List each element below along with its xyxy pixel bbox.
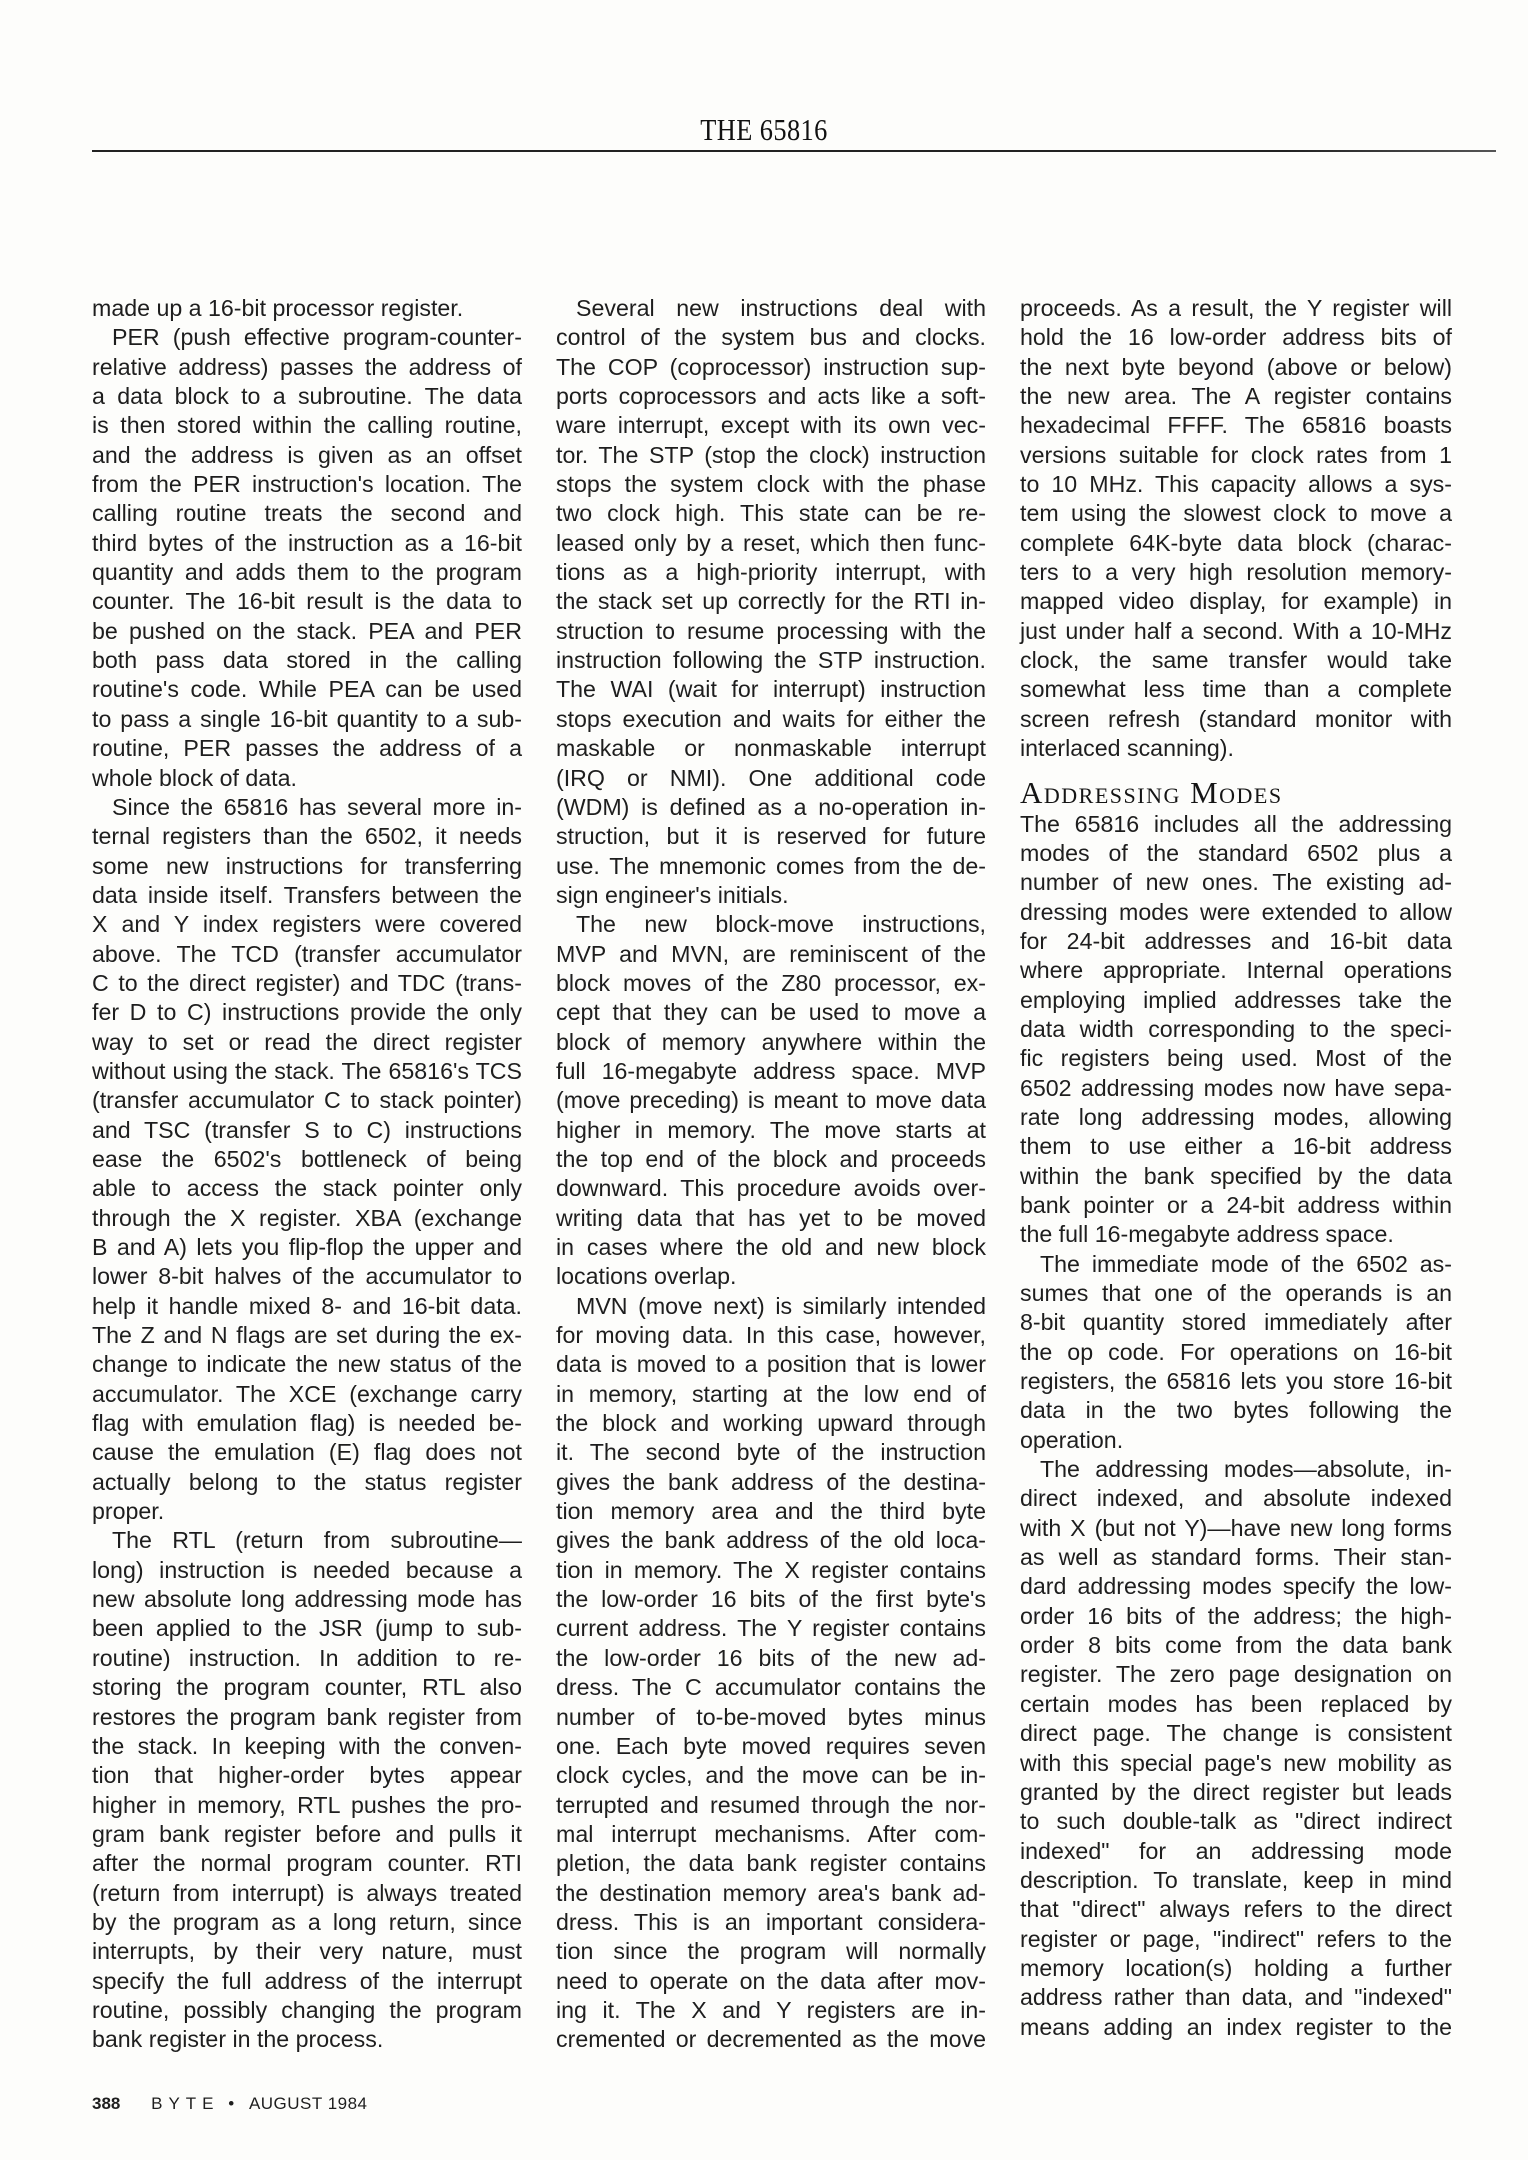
text-line: (IRQ or NMI). One additional code (556, 764, 986, 791)
text-line: need to operate on the data after mov- (556, 1967, 986, 1994)
text-line: The COP (coprocessor) instruction sup- (556, 353, 986, 380)
running-head: THE 65816 (700, 112, 828, 147)
text-line: cause the emulation (E) flag does not (92, 1439, 522, 1466)
footer-separator: • (228, 2094, 235, 2113)
text-line: higher in memory, RTL pushes the pro- (92, 1791, 522, 1818)
text-line: the top end of the block and proceeds (556, 1145, 986, 1172)
text-line: third bytes of the instruction as a 16-bit (92, 529, 522, 556)
text-line: able to access the stack pointer only (92, 1175, 522, 1202)
text-line: instruction following the STP instruction. (556, 647, 986, 674)
text-line: tem using the slowest clock to move a (1020, 500, 1452, 527)
text-line: where appropriate. Internal operations (1020, 957, 1452, 984)
text-line: (move preceding) is meant to move data (556, 1087, 986, 1114)
text-line: terrupted and resumed through the nor- (556, 1791, 986, 1818)
text-line: direct page. The change is consistent (1020, 1720, 1452, 1747)
text-line: (WDM) is defined as a no-operation in- (556, 793, 986, 820)
text-line: routine's code. While PEA can be used (92, 676, 522, 703)
text-line: interrupts, by their very nature, must (92, 1938, 522, 1965)
text-line: data inside itself. Transfers between the (92, 881, 522, 908)
text-line: interlaced scanning). (1020, 735, 1234, 762)
column-3-text-before-heading (1020, 294, 1452, 764)
text-line: register. The zero page designation on (1020, 1661, 1452, 1688)
issue-date: AUGUST 1984 (248, 2094, 368, 2113)
text-line: X and Y index registers were covered (92, 911, 522, 938)
text-line: ease the 6502's bottleneck of being (92, 1145, 522, 1172)
text-line: MVN (move next) is similarly intended (576, 1292, 986, 1319)
text-line: tion memory area and the third byte (556, 1498, 986, 1525)
text-line: for moving data. In this case, however, (556, 1322, 986, 1349)
text-line: counter. The 16-bit result is the data to (92, 588, 522, 615)
text-line: be pushed on the stack. PEA and PER (92, 617, 522, 644)
text-line: after the normal program counter. RTI (92, 1850, 522, 1877)
text-line: The addressing modes—absolute, in- (1040, 1456, 1452, 1483)
text-line: is then stored within the calling routine, (92, 412, 522, 439)
text-line: routine, PER passes the address of a (92, 735, 522, 762)
text-line: flag with emulation flag) is needed be- (92, 1410, 522, 1437)
text-line: dressing modes were extended to allow (1020, 898, 1452, 925)
text-line: routine, possibly changing the program (92, 1996, 522, 2023)
text-line: struction to resume processing with the (556, 617, 986, 644)
text-line: to 10 MHz. This capacity allows a sys- (1020, 471, 1452, 498)
text-line: tion since the program will normally (556, 1938, 986, 1965)
text-line: mapped video display, for example) in (1020, 588, 1452, 615)
article-column-2 (556, 294, 986, 2055)
text-line: clock, the same transfer would take (1020, 647, 1452, 674)
text-line: hexadecimal FFFF. The 65816 boasts (1020, 412, 1452, 439)
text-line: somewhat less time than a complete (1020, 676, 1452, 703)
text-line: employing implied addresses take the (1020, 986, 1452, 1013)
text-line: sign engineer's initials. (556, 881, 789, 908)
text-line: struction, but it is reserved for future (556, 823, 986, 850)
text-line: by the program as a long return, since (92, 1908, 522, 1935)
text-line: actually belong to the status register (92, 1468, 522, 1495)
text-line: the low-order 16 bits of the new ad- (556, 1644, 986, 1671)
text-line: means adding an index register to the (1020, 2013, 1452, 2040)
text-line: operation. (1020, 1426, 1124, 1453)
article-column-3 (1020, 294, 1452, 2042)
text-line: cremented or decremented as the move (556, 2026, 986, 2053)
page-number: 388 (92, 2094, 121, 2113)
text-line: tor. The STP (stop the clock) instruction (556, 441, 986, 468)
text-line: The RTL (return from subroutine— (112, 1527, 522, 1554)
text-line: use. The mnemonic comes from the de- (556, 852, 986, 879)
text-line: data width corresponding to the speci- (1020, 1015, 1452, 1042)
text-line: C to the direct register) and TDC (trans- (92, 969, 522, 996)
text-line: The 65816 includes all the addressing (1020, 810, 1452, 837)
text-line: mal interrupt mechanisms. After com- (556, 1820, 986, 1847)
text-line: fer D to C) instructions provide the only (92, 999, 522, 1026)
text-line: (transfer accumulator C to stack pointer) (92, 1087, 522, 1114)
text-line: the destination memory area's bank ad- (556, 1879, 986, 1906)
text-line: memory location(s) holding a further (1020, 1954, 1452, 1981)
text-line: certain modes has been replaced by (1020, 1690, 1452, 1717)
text-line: order 16 bits of the address; the high- (1020, 1602, 1452, 1629)
text-line: bank pointer or a 24-bit address within (1020, 1191, 1452, 1218)
text-line: dard addressing modes specify the low- (1020, 1573, 1452, 1600)
text-line: to pass a single 16-bit quantity to a sub- (92, 705, 522, 732)
text-line: (return from interrupt) is always treated (92, 1879, 522, 1906)
text-line: full 16-megabyte address space. MVP (556, 1057, 986, 1084)
text-line: a data block to a subroutine. The data (92, 383, 522, 410)
text-line: and TSC (transfer S to C) instructions (92, 1116, 522, 1143)
text-line: indexed" for an addressing mode (1020, 1837, 1452, 1864)
text-line: 8-bit quantity stored immediately after (1020, 1309, 1452, 1336)
text-line: them to use either a 16-bit address (1020, 1133, 1452, 1160)
text-line: higher in memory. The move starts at (556, 1116, 986, 1143)
text-line: maskable or nonmaskable interrupt (556, 735, 986, 762)
text-line: both pass data stored in the calling (92, 647, 522, 674)
text-line: bank register in the process. (92, 2026, 384, 2053)
text-line: dress. The C accumulator contains the (556, 1674, 986, 1701)
text-line: gives the bank address of the old loca- (556, 1527, 986, 1554)
text-line: some new instructions for transferring (92, 852, 522, 879)
text-line: long) instruction is needed because a (92, 1556, 522, 1583)
text-line: MVP and MVN, are reminiscent of the (556, 940, 986, 967)
text-line: the full 16-megabyte address space. (1020, 1221, 1394, 1248)
text-line: the low-order 16 bits of the first byte's (556, 1586, 986, 1613)
text-line: as well as standard forms. Their stan- (1020, 1544, 1452, 1571)
text-line: storing the program counter, RTL also (92, 1674, 522, 1701)
text-line: block moves of the Z80 processor, ex- (556, 969, 986, 996)
text-line: pletion, the data bank register contains (556, 1850, 986, 1877)
text-line: hold the 16 low-order address bits of (1020, 324, 1452, 351)
text-line: fic registers being used. Most of the (1020, 1045, 1452, 1072)
text-line: address rather than data, and "indexed" (1020, 1984, 1452, 2011)
text-line: the op code. For operations on 16-bit (1020, 1338, 1452, 1365)
text-line: in cases where the old and new block (556, 1234, 986, 1260)
text-line: modes of the standard 6502 plus a (1020, 839, 1452, 866)
text-line: the stack. In keeping with the conven- (92, 1732, 522, 1759)
text-line: writing data that has yet to be moved (556, 1204, 986, 1231)
text-line: from the PER instruction's location. The (92, 471, 522, 498)
text-line: complete 64K-byte data block (charac- (1020, 529, 1452, 556)
text-line: locations overlap. (556, 1263, 737, 1290)
text-line: proper. (92, 1498, 165, 1525)
text-line: for 24-bit addresses and 16-bit data (1020, 927, 1452, 954)
text-line: lower 8-bit halves of the accumulator to (92, 1263, 522, 1290)
text-line: register or page, "indirect" refers to the (1020, 1925, 1452, 1952)
text-line: gives the bank address of the destina- (556, 1468, 986, 1495)
text-line: screen refresh (standard monitor with (1020, 705, 1452, 732)
text-line: accumulator. The XCE (exchange carry (92, 1380, 522, 1407)
text-line: ing it. The X and Y registers are in- (556, 1996, 986, 2023)
text-line: just under half a second. With a 10-MHz (1020, 617, 1452, 644)
text-line: description. To translate, keep in mind (1020, 1866, 1452, 1893)
text-line: above. The TCD (transfer accumulator (92, 940, 522, 967)
text-line: in memory, starting at the low end of (556, 1380, 986, 1407)
text-line: with this special page's new mobility as (1020, 1749, 1452, 1776)
text-line: The WAI (wait for interrupt) instruction (556, 676, 986, 703)
text-line: B and A) lets you flip-flop the upper and (92, 1234, 522, 1260)
column-3-text-after-heading (1020, 810, 1452, 2042)
text-line: number of to-be-moved bytes minus (556, 1703, 986, 1730)
text-line: quantity and adds them to the program (92, 559, 522, 586)
text-line: way to set or read the direct register (92, 1028, 522, 1055)
text-line: it. The second byte of the instruction (556, 1439, 986, 1466)
text-line: control of the system bus and clocks. (556, 324, 986, 351)
text-line: Since the 65816 has several more in- (112, 793, 522, 820)
text-line: 6502 addressing modes now have sepa- (1020, 1074, 1452, 1101)
text-line: one. Each byte moved requires seven (556, 1732, 986, 1759)
text-line: with X (but not Y)—have new long forms (1020, 1514, 1452, 1541)
text-line: made up a 16-bit processor register. (92, 295, 464, 321)
text-line: ternal registers than the 6502, it needs (92, 823, 522, 850)
text-line: and the address is given as an offset (92, 441, 522, 468)
text-line: gram bank register before and pulls it (92, 1820, 522, 1847)
text-line: versions suitable for clock rates from 1 (1020, 441, 1452, 468)
text-line: order 8 bits come from the data bank (1020, 1632, 1452, 1659)
text-line: the next byte beyond (above or below) (1020, 353, 1452, 380)
text-line: data is moved to a position that is lower (556, 1351, 986, 1378)
text-line: The immediate mode of the 6502 as- (1040, 1250, 1452, 1277)
text-line: PER (push effective program-counter- (112, 324, 522, 351)
text-line: through the X register. XBA (exchange (92, 1204, 522, 1231)
text-line: ports coprocessors and acts like a soft- (556, 383, 986, 410)
text-line: restores the program bank register from (92, 1703, 522, 1730)
text-line: direct indexed, and absolute indexed (1020, 1485, 1452, 1512)
text-line: that "direct" always refers to the direct (1020, 1896, 1452, 1923)
text-line: within the bank specified by the data (1020, 1162, 1452, 1189)
text-line: Several new instructions deal with (576, 295, 986, 321)
text-line: help it handle mixed 8- and 16-bit data. (92, 1292, 522, 1319)
text-line: the block and working upward through (556, 1410, 986, 1437)
text-line: the stack set up correctly for the RTI in- (556, 588, 986, 615)
text-line: The Z and N flags are set during the ex- (92, 1322, 522, 1349)
text-line: granted by the direct register but leads (1020, 1778, 1452, 1805)
text-line: ters to a very high resolution memory- (1020, 559, 1452, 586)
header-rule (92, 150, 1496, 152)
text-line: downward. This procedure avoids over- (556, 1175, 986, 1202)
text-line: cept that they can be used to move a (556, 999, 986, 1026)
text-line: stops execution and waits for either the (556, 705, 986, 732)
text-line: block of memory anywhere within the (556, 1028, 986, 1055)
text-line: to such double-talk as "direct indirect (1020, 1808, 1452, 1835)
text-line: whole block of data. (92, 764, 297, 791)
text-line: leased only by a reset, which then func- (556, 529, 986, 556)
magazine-name: BYTE (151, 2094, 220, 2113)
text-line: rate long addressing modes, allowing (1020, 1103, 1452, 1130)
text-line: clock cycles, and the move can be in- (556, 1762, 986, 1789)
text-line: new absolute long addressing mode has (92, 1586, 522, 1613)
text-line: registers, the 65816 lets you store 16-bit (1020, 1368, 1452, 1395)
text-line: stops the system clock with the phase (556, 471, 986, 498)
text-line: the new area. The A register contains (1020, 383, 1452, 410)
text-line: proceeds. As a result, the Y register will (1020, 295, 1452, 321)
text-line: routine) instruction. In addition to re- (92, 1644, 522, 1671)
text-line: been applied to the JSR (jump to sub- (92, 1615, 522, 1642)
page-footer (92, 2094, 368, 2114)
text-line: dress. This is an important considera- (556, 1908, 986, 1935)
text-line: The new block-move instructions, (576, 911, 986, 938)
text-line: change to indicate the new status of the (92, 1351, 522, 1378)
text-line: without using the stack. The 65816's TCS (92, 1057, 522, 1084)
text-line: tion in memory. The X register contains (556, 1556, 986, 1583)
text-line: number of new ones. The existing ad- (1020, 869, 1452, 896)
text-line: ware interrupt, except with its own vec- (556, 412, 986, 439)
text-line: calling routine treats the second and (92, 500, 522, 527)
text-line: two clock high. This state can be re- (556, 500, 986, 527)
text-line: specify the full address of the interrupt (92, 1967, 522, 1994)
text-line: tion that higher-order bytes appear (92, 1762, 522, 1789)
text-line: relative address) passes the address of (92, 353, 522, 380)
text-line: current address. The Y register contains (556, 1615, 986, 1642)
section-heading-addressing-modes: Addressing Modes (1020, 774, 1283, 810)
text-line: tions as a high-priority interrupt, with (556, 559, 986, 586)
article-column-1 (92, 294, 522, 2055)
text-line: data in the two bytes following the (1020, 1397, 1452, 1424)
text-line: sumes that one of the operands is an (1020, 1280, 1452, 1306)
